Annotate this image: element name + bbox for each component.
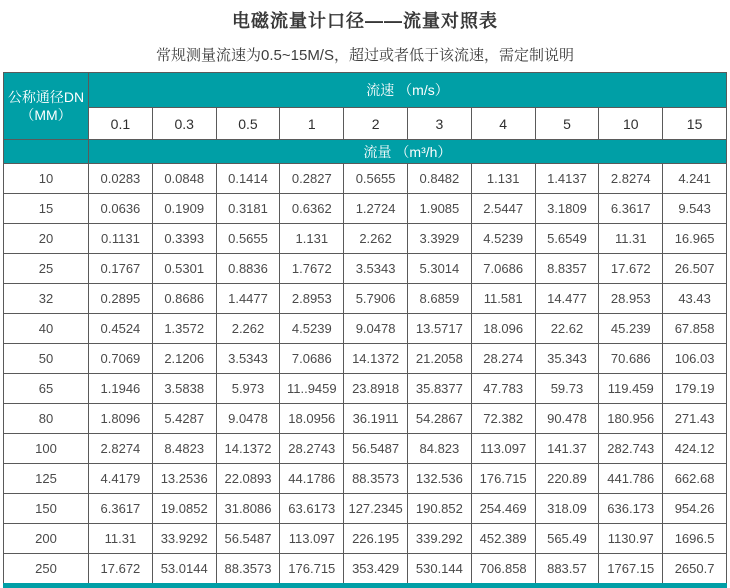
dn-cell: 40 [4,314,89,344]
dn-cell: 20 [4,224,89,254]
flow-value-cell: 0.8686 [152,284,216,314]
flow-value-cell: 70.686 [599,344,663,374]
flow-value-cell: 8.6859 [407,284,471,314]
flow-value-cell: 56.5487 [344,434,408,464]
flow-value-cell: 452.389 [471,524,535,554]
flow-value-cell: 26.507 [663,254,727,284]
flow-value-cell: 0.2827 [280,164,344,194]
flow-value-cell: 31.8086 [216,494,280,524]
flow-value-cell: 565.49 [535,524,599,554]
velocity-column-header: 0.5 [216,108,280,140]
flow-value-cell: 35.343 [535,344,599,374]
flow-value-cell: 706.858 [471,554,535,586]
velocity-column-header: 10 [599,108,663,140]
table-body [4,164,727,586]
flow-value-cell: 3.3929 [407,224,471,254]
velocity-column-header: 1 [280,108,344,140]
flow-value-cell: 3.1809 [535,194,599,224]
flow-value-cell: 2.1206 [152,344,216,374]
dn-cell: 200 [4,524,89,554]
velocity-units-header: 流速 （m/s） [89,73,727,108]
flow-value-cell: 5.6549 [535,224,599,254]
table-row [4,554,727,586]
corner-header-dn-mm [4,73,89,140]
flow-comparison-table [3,72,727,588]
flow-value-cell: 1130.97 [599,524,663,554]
table-row [4,344,727,374]
flow-value-cell: 353.429 [344,554,408,586]
flow-value-cell: 0.1131 [89,224,153,254]
corner-header-line2: （MM） [20,107,72,123]
flow-value-cell: 21.2058 [407,344,471,374]
flow-value-cell: 9.0478 [216,404,280,434]
flow-value-cell: 0.3181 [216,194,280,224]
table-row [4,524,727,554]
table-row [4,194,727,224]
flow-value-cell: 636.173 [599,494,663,524]
flow-value-cell: 14.1372 [344,344,408,374]
flow-value-cell: 530.144 [407,554,471,586]
velocity-column-header: 0.3 [152,108,216,140]
flow-value-cell: 28.274 [471,344,535,374]
flow-value-cell: 7.0686 [280,344,344,374]
flow-value-cell: 1696.5 [663,524,727,554]
table-row [4,284,727,314]
table-row [4,254,727,284]
flow-value-cell: 4.5239 [280,314,344,344]
flow-value-cell: 127.2345 [344,494,408,524]
dn-cell: 250 [4,554,89,586]
flow-value-cell: 4.5239 [471,224,535,254]
velocity-column-header: 2 [344,108,408,140]
flow-value-cell: 180.956 [599,404,663,434]
table-row [4,404,727,434]
flow-value-cell: 17.672 [599,254,663,284]
flow-value-cell: 11.31 [599,224,663,254]
corner-header-line1: 公称通径DN [7,89,85,105]
flow-value-cell: 1.2724 [344,194,408,224]
flow-value-cell: 1767.15 [599,554,663,586]
flow-value-cell: 1.131 [471,164,535,194]
flow-value-cell: 0.5655 [344,164,408,194]
flow-value-cell: 18.0956 [280,404,344,434]
flow-value-cell: 44.1786 [280,464,344,494]
flow-value-cell: 0.1767 [89,254,153,284]
flow-header-spacer [4,140,89,164]
flow-value-cell: 339.292 [407,524,471,554]
dn-cell: 32 [4,284,89,314]
flow-value-cell: 0.0283 [89,164,153,194]
flow-value-cell: 1.3572 [152,314,216,344]
flow-value-cell: 45.239 [599,314,663,344]
flow-value-cell: 5.3014 [407,254,471,284]
flow-value-cell: 1.9085 [407,194,471,224]
flow-value-cell: 4.4179 [89,464,153,494]
flow-value-cell: 0.6362 [280,194,344,224]
flow-value-cell: 318.09 [535,494,599,524]
velocity-column-header: 3 [407,108,471,140]
flow-value-cell: 33.9292 [152,524,216,554]
flow-value-cell: 23.8918 [344,374,408,404]
flow-value-cell: 5.973 [216,374,280,404]
dn-cell: 25 [4,254,89,284]
table-row [4,464,727,494]
velocity-values-row [4,108,727,140]
flow-value-cell: 47.783 [471,374,535,404]
flow-value-cell: 8.4823 [152,434,216,464]
flow-value-cell: 7.0686 [471,254,535,284]
flow-value-cell: 11..9459 [280,374,344,404]
table-header [4,73,727,164]
velocity-column-header: 5 [535,108,599,140]
flow-value-cell: 1.8096 [89,404,153,434]
page-title: 电磁流量计口径——流量对照表 [232,11,498,31]
flow-value-cell: 1.1946 [89,374,153,404]
flow-value-cell: 113.097 [280,524,344,554]
page-subtitle: 常规测量流速为0.5~15M/S，超过或者低于该流速，需定制说明 [156,47,574,64]
flow-value-cell: 3.5838 [152,374,216,404]
velocity-column-header: 15 [663,108,727,140]
dn-cell: 125 [4,464,89,494]
flow-value-cell: 1.131 [280,224,344,254]
flow-value-cell: 0.5301 [152,254,216,284]
flow-value-cell: 2.8953 [280,284,344,314]
flow-value-cell: 22.62 [535,314,599,344]
flow-value-cell: 954.26 [663,494,727,524]
flow-value-cell: 14.1372 [216,434,280,464]
table-row [4,374,727,404]
flow-value-cell: 35.8377 [407,374,471,404]
flow-value-cell: 11.581 [471,284,535,314]
flow-value-cell: 18.096 [471,314,535,344]
flow-units-header: 流量 （m³/h） [89,140,727,164]
dn-cell: 65 [4,374,89,404]
flow-value-cell: 883.57 [535,554,599,586]
flow-value-cell: 179.19 [663,374,727,404]
flow-value-cell: 5.4287 [152,404,216,434]
flow-value-cell: 1.4137 [535,164,599,194]
flow-value-cell: 90.478 [535,404,599,434]
flow-value-cell: 67.858 [663,314,727,344]
flow-value-cell: 1.4477 [216,284,280,314]
flow-value-cell: 9.0478 [344,314,408,344]
flow-value-cell: 3.5343 [216,344,280,374]
table-row [4,314,727,344]
flow-value-cell: 0.7069 [89,344,153,374]
flow-value-cell: 2.8274 [599,164,663,194]
flow-value-cell: 88.3573 [216,554,280,586]
flow-value-cell: 19.0852 [152,494,216,524]
flow-value-cell: 106.03 [663,344,727,374]
flow-value-cell: 0.1909 [152,194,216,224]
flow-value-cell: 176.715 [471,464,535,494]
velocity-column-header: 4 [471,108,535,140]
flow-value-cell: 2.262 [216,314,280,344]
flow-value-cell: 9.543 [663,194,727,224]
flow-value-cell: 43.43 [663,284,727,314]
flow-value-cell: 2.8274 [89,434,153,464]
flow-value-cell: 17.672 [89,554,153,586]
flow-value-cell: 3.5343 [344,254,408,284]
flow-value-cell: 16.965 [663,224,727,254]
flow-value-cell: 11.31 [89,524,153,554]
flow-value-cell: 1.7672 [280,254,344,284]
flow-value-cell: 22.0893 [216,464,280,494]
dn-cell: 100 [4,434,89,464]
flow-value-cell: 0.0636 [89,194,153,224]
dn-cell: 80 [4,404,89,434]
flow-value-cell: 14.477 [535,284,599,314]
velocity-column-header: 0.1 [89,108,153,140]
flow-value-cell: 59.73 [535,374,599,404]
flow-value-cell: 6.3617 [599,194,663,224]
flow-value-cell: 8.8357 [535,254,599,284]
flow-value-cell: 0.3393 [152,224,216,254]
flow-value-cell: 84.823 [407,434,471,464]
flow-value-cell: 119.459 [599,374,663,404]
flow-value-cell: 271.43 [663,404,727,434]
flow-value-cell: 5.7906 [344,284,408,314]
flow-value-cell: 0.8482 [407,164,471,194]
flow-value-cell: 2650.7 [663,554,727,586]
flow-value-cell: 254.469 [471,494,535,524]
flow-value-cell: 0.5655 [216,224,280,254]
flow-value-cell: 4.241 [663,164,727,194]
flow-value-cell: 6.3617 [89,494,153,524]
dn-cell: 15 [4,194,89,224]
flow-value-cell: 28.2743 [280,434,344,464]
flow-value-cell: 132.536 [407,464,471,494]
flow-header-row [4,140,727,164]
flow-value-cell: 54.2867 [407,404,471,434]
flow-value-cell: 36.1911 [344,404,408,434]
flow-value-cell: 0.4524 [89,314,153,344]
table-row [4,434,727,464]
flow-value-cell: 0.1414 [216,164,280,194]
dn-cell: 10 [4,164,89,194]
flow-value-cell: 282.743 [599,434,663,464]
table-row [4,164,727,194]
flow-value-cell: 190.852 [407,494,471,524]
dn-cell: 150 [4,494,89,524]
table-row [4,224,727,254]
flow-value-cell: 0.2895 [89,284,153,314]
flow-value-cell: 2.5447 [471,194,535,224]
flow-value-cell: 0.0848 [152,164,216,194]
flow-value-cell: 63.6173 [280,494,344,524]
flow-value-cell: 226.195 [344,524,408,554]
flow-value-cell: 88.3573 [344,464,408,494]
flow-value-cell: 662.68 [663,464,727,494]
flow-value-cell: 441.786 [599,464,663,494]
flow-value-cell: 220.89 [535,464,599,494]
flow-value-cell: 424.12 [663,434,727,464]
table-row [4,494,727,524]
flow-value-cell: 13.5717 [407,314,471,344]
flow-value-cell: 176.715 [280,554,344,586]
velocity-header-row [4,73,727,108]
flow-value-cell: 141.37 [535,434,599,464]
flow-value-cell: 28.953 [599,284,663,314]
flow-value-cell: 0.8836 [216,254,280,284]
flow-value-cell: 113.097 [471,434,535,464]
flow-value-cell: 53.0144 [152,554,216,586]
flow-value-cell: 13.2536 [152,464,216,494]
dn-cell: 50 [4,344,89,374]
flow-value-cell: 56.5487 [216,524,280,554]
flow-value-cell: 2.262 [344,224,408,254]
flow-value-cell: 72.382 [471,404,535,434]
